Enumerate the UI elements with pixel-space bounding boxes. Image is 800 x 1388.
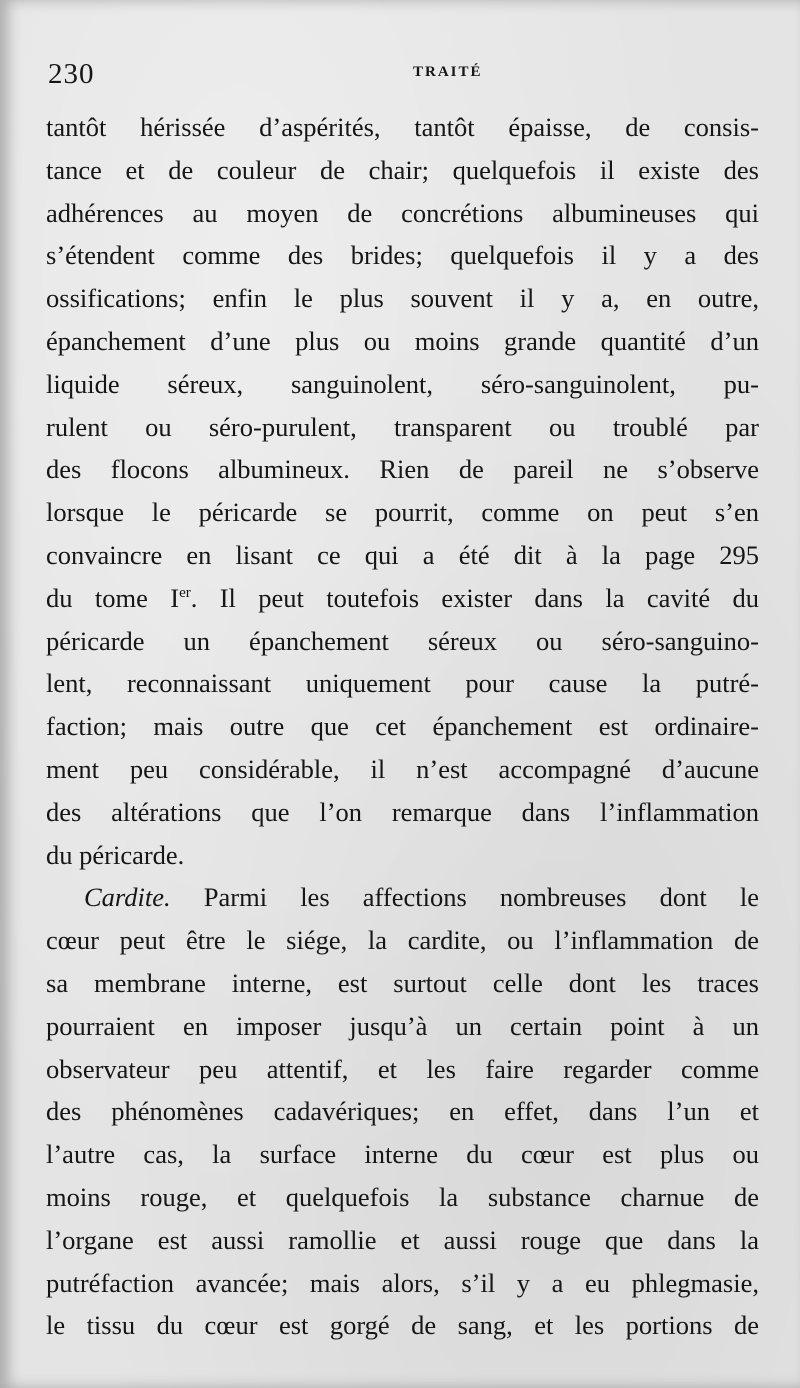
body-text [46,106,759,1347]
running-title: TRAITÉ [413,64,483,80]
text-line: ossifications; enfin le plus souvent il y a, en outre, [46,283,759,314]
paragraph-first-line [46,876,759,919]
text-line: tance et de couleur de chair; quelquefois il existe des [46,154,759,185]
page-header [48,56,758,92]
text-line: lent, reconnaissant uniquement pour cause la putré- [46,668,759,699]
text-line: pourraient en imposer jusqu’à un certain point à un [46,1010,759,1041]
text-line: adhérences au moyen de concrétions albumineuses qui [46,197,759,228]
text-line: rulent ou séro-purulent, transparent ou troublé par [46,411,759,442]
text-line: des flocons albumineux. Rien de pareil ne s’observe [46,454,759,485]
text-line: s’étendent comme des brides; quelquefois il y a des [46,240,759,271]
text-line: sa membrane interne, est surtout celle dont les traces [46,967,759,998]
text-line-rest: Parmi les affections nombreuses dont le [170,882,759,913]
text-line: observateur peu attentif, et les faire regarder comme [46,1053,759,1084]
text-line: l’autre cas, la surface interne du cœur est plus ou [46,1139,759,1170]
text-line: ment peu considérable, il n’est accompagné d’aucune [46,753,759,784]
text-line: moins rouge, et quelquefois la substance charnue de [46,1181,759,1212]
page-number: 230 [48,58,95,90]
text-line: liquide séreux, sanguinolent, séro-sanguinolent, pu- [46,368,759,399]
text-line: le tissu du cœur est gorgé de sang, et les portions de [46,1310,759,1341]
text-line: épanchement d’une plus ou moins grande quantité d’un [46,325,759,356]
text-line: putréfaction avancée; mais alors, s’il y a eu phlegmasie, [46,1267,759,1298]
section-heading-cardite: Cardite. [84,882,171,913]
text-line: du tome Ier. Il peut toutefois exister dans la cavité du [46,582,759,613]
text-line: l’organe est aussi ramollie et aussi rouge que dans la [46,1224,759,1255]
text-line: du péricarde. [46,839,185,870]
text-line: péricarde un épanchement séreux ou séro-sanguino- [46,625,759,656]
text-line: des altérations que l’on remarque dans l’inflammation [46,796,759,827]
text-line: convaincre en lisant ce qui a été dit à la page 295 [46,539,759,570]
text-line: tantôt hérissée d’aspérités, tantôt épaisse, de consis- [46,112,759,142]
text-line: cœur peut être le siége, la cardite, ou l’inflammation de [46,925,759,956]
text-line: lorsque le péricarde se pourrit, comme on peut s’en [46,497,759,528]
text-line: faction; mais outre que cet épanchement est ordinaire- [46,711,759,742]
text-line: des phénomènes cadavériques; en effet, dans l’un et [46,1096,759,1127]
